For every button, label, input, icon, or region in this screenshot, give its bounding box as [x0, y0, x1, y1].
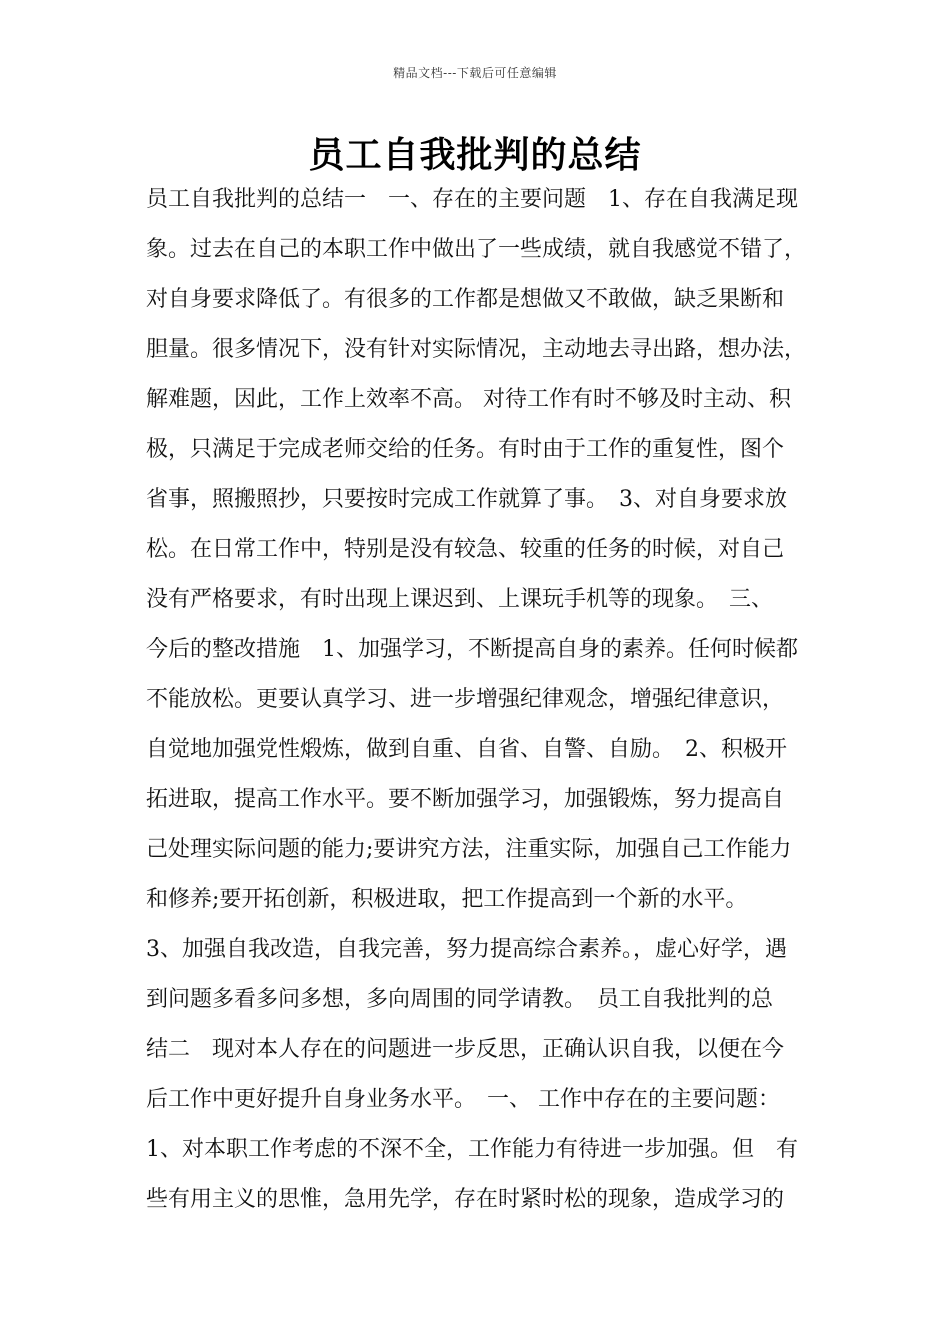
body-line: 和修养;要开拓创新，积极进取，把工作提高到一个新的水平。: [146, 887, 748, 912]
body-line: 员工自我批判的总结一 一、存在的主要问题 1、存在自我满足现: [146, 187, 798, 212]
body-line: 到问题多看多问多想，多向周围的同学请教。 员工自我批判的总: [146, 987, 774, 1012]
body-line: 自觉地加强党性煅炼，做到自重、自省、自警、自励。 2、积极开: [146, 737, 787, 762]
body-line: 解难题，因此，工作上效率不高。 对待工作有时不够及时主动、积: [146, 387, 791, 412]
document-body: [146, 180, 826, 1230]
body-line: 些有用主义的思惟，急用先学，存在时紧时松的现象，造成学习的: [146, 1187, 785, 1212]
body-line: 后工作中更好提升自身业务水平。 一、 工作中存在的主要问题：: [146, 1087, 780, 1112]
header-note: 精品文档---下载后可任意编辑: [393, 66, 557, 80]
body-line: 1、对本职工作考虑的不深不全，工作能力有待进一步加强。但 有: [146, 1137, 798, 1162]
body-line: 没有严格要求，有时出现上课迟到、上课玩手机等的现象。 三、: [146, 587, 774, 612]
body-line: 对自身要求降低了。有很多的工作都是想做又不敢做，缺乏果断和: [146, 287, 785, 312]
body-line: 结二 现对本人存在的问题进一步反思，正确认识自我，以便在今: [146, 1037, 785, 1062]
document-title: 员工自我批判的总结: [308, 135, 642, 176]
body-line: 胆量。很多情况下，没有针对实际情况，主动地去寻出路，想办法，: [146, 337, 807, 362]
body-line: 象。过去在自己的本职工作中做出了一些成绩，就自我感觉不错了，: [146, 237, 807, 262]
body-line: 省事，照搬照抄，只要按时完成工作就算了事。 3、对自身要求放: [146, 487, 787, 512]
body-line: 今后的整改措施 1、加强学习，不断提高自身的素养。任何时候都: [146, 637, 798, 662]
body-line: 不能放松。更要认真学习、进一步增强纪律观念，增强纪律意识，: [146, 687, 785, 712]
body-line: 松。在日常工作中，特别是没有较急、较重的任务的时候，对自己: [146, 537, 785, 562]
body-line: 3、加强自我改造，自我完善，努力提高综合素养。，虚心好学，遇: [146, 937, 787, 962]
body-line: 己处理实际问题的能力;要讲究方法，注重实际，加强自己工作能力: [146, 837, 792, 862]
body-line: 拓进取，提高工作水平。要不断加强学习，加强锻炼，努力提高自: [146, 787, 785, 812]
body-line: 极，只满足于完成老师交给的任务。有时由于工作的重复性，图个: [146, 437, 785, 462]
